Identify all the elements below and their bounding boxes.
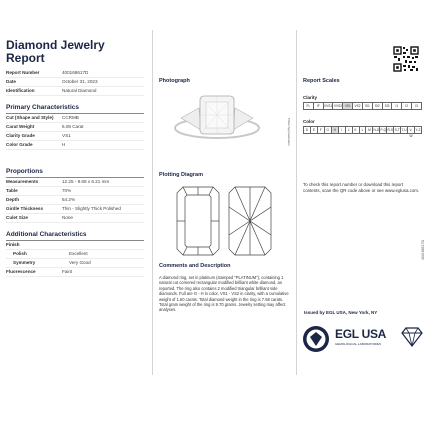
clarity-scale [303, 102, 421, 110]
scale-grade-cell: R-S [387, 128, 393, 132]
scales-title: Report Scales [303, 78, 340, 84]
report-details-column [6, 30, 144, 375]
scale-grade-cell: I [338, 126, 346, 134]
detail-row [6, 87, 144, 96]
detail-value: VS1 [62, 133, 71, 138]
clarity-label: Clarity [303, 95, 318, 100]
report-header-rows [6, 69, 144, 96]
scale-grade-cell: N-O [373, 128, 380, 132]
detail-key: Girdle Thickness [6, 206, 44, 211]
egl-seal-icon [302, 325, 330, 353]
vertical-report-id: 400168617D [421, 240, 425, 261]
scale-grade-cell: D [303, 126, 311, 134]
diamond-logo-icon [400, 327, 424, 347]
detail-key: Identification [6, 88, 35, 93]
detail-value: 64.2% [62, 197, 76, 202]
primary-title: Primary Characteristics [6, 104, 144, 114]
detail-key: Measurements [6, 179, 39, 184]
scale-grade-cell: G [324, 126, 332, 134]
detail-row [6, 187, 144, 196]
scale-grade-cell: S-T [394, 128, 400, 132]
detail-row [6, 205, 144, 214]
scale-grade-cell: VVS1 [323, 104, 333, 108]
detail-key: Report Number [6, 70, 40, 75]
scale-grade-cell: VVS2 [333, 104, 342, 108]
detail-value: H [62, 142, 66, 147]
detail-row [6, 123, 144, 132]
detail-row [6, 132, 144, 141]
scale-grade-cell: F [317, 126, 325, 134]
detail-value: None [62, 215, 73, 220]
verify-text: To check this report number or download this report contents, scan the QR code above or see www.eglusa.com. [303, 182, 420, 193]
scale-grade-cell: T-U [401, 128, 407, 132]
title-line-1: Diamond Jewelry [6, 38, 105, 52]
brand-logo: EGL USA [335, 327, 387, 341]
additional-title: Additional Characteristics [6, 231, 144, 241]
detail-key: Fluorescence [6, 269, 36, 274]
scale-grade-cell: E [310, 126, 318, 134]
color-scale [303, 126, 421, 138]
scale-grade-cell: I3 [411, 102, 422, 110]
scale-grade-cell: Y-Z [415, 128, 421, 132]
finish-label: Finish [6, 241, 144, 250]
scale-grade-cell: SI2 [372, 102, 383, 110]
detail-key: Symmetry [13, 260, 36, 265]
primary-rows [6, 114, 144, 150]
scale-grade-cell: SI1 [362, 102, 373, 110]
detail-value: Natural Diamond [62, 88, 97, 93]
scale-grade-cell: L [359, 126, 367, 134]
scale-grade-cell: VS2 [352, 102, 363, 110]
detail-key: Culet Size [6, 215, 28, 220]
scale-grade-cell: I2 [401, 102, 412, 110]
detail-row [6, 141, 144, 150]
detail-row [6, 250, 144, 259]
comments-text: A diamond ring, set in platinum (stamped "PLATINUM"), containing 1 natural cut cornered rectangular modified brilliant white diamond, as reported. The ring also contains 2 modified triangular brilliant side diamonds. Full are G - H in color, VS1 - VS2 in clarity, with a cumulative weight of 1.60 carats. Total diamond weight in the ring is 7.68 carats. Total gram weight of the ring is 9.70 grams. Jewelry setting may affect analyses. [159, 275, 289, 313]
scales-block [303, 78, 421, 138]
detail-row [6, 196, 144, 205]
scale-grade-cell: SI3 [382, 102, 393, 110]
scale-grade-cell: J [345, 126, 353, 134]
detail-value: October 31, 2023 [62, 79, 98, 84]
scale-grade-cell: IF [313, 102, 324, 110]
detail-row [6, 268, 144, 277]
scale-grade-cell: P-Q [380, 128, 387, 132]
detail-value: 70% [62, 188, 72, 193]
qr-code-icon[interactable] [393, 46, 419, 72]
plotting-title: Plotting Diagram [159, 172, 204, 178]
detail-row [6, 214, 144, 223]
scale-grade-cell: K [352, 126, 360, 134]
detail-value: Very Good [69, 260, 91, 265]
scale-grade-cell: FL [303, 102, 314, 110]
ring-photo [167, 88, 267, 146]
detail-key: Cut (Shape and Style) [6, 115, 54, 120]
detail-row [6, 114, 144, 123]
detail-value: Faint [62, 269, 73, 274]
plotting-diagram [175, 183, 275, 259]
detail-row [6, 178, 144, 187]
title-line-2: Report [6, 51, 45, 65]
detail-row [6, 259, 144, 268]
proportions-rows [6, 178, 144, 223]
color-label: Color [303, 119, 315, 124]
detail-key: Clarity Grade [6, 133, 35, 138]
scale-grade-cell: V-W [407, 126, 415, 134]
scale-grade-cell: I1 [391, 102, 402, 110]
detail-value: Excellent [69, 251, 88, 256]
detail-key: Depth [6, 197, 20, 202]
detail-value: 6.08 Carat [62, 124, 84, 129]
issued-text: Issued by EGL USA, New York, NY [304, 310, 378, 315]
brand-tagline: GEMOLOGICAL LABORATORIES [335, 342, 381, 346]
report-title [6, 39, 144, 65]
additional-rows [6, 250, 144, 277]
scale-grade-cell: VS1 [342, 102, 353, 110]
detail-value: 400168617D [62, 70, 89, 75]
detail-value: 12.25 - 9.68 x 6.21 mm [62, 179, 110, 184]
detail-row [6, 78, 144, 87]
detail-key: Polish [13, 251, 27, 256]
detail-row [6, 69, 144, 78]
detail-key: Color Grade [6, 142, 33, 147]
detail-key: Table [6, 188, 18, 193]
report-page [0, 30, 430, 375]
footer [152, 300, 428, 375]
detail-key: Carat Weight [6, 124, 35, 129]
proportions-title: Proportions [6, 168, 144, 178]
detail-value: CCRMB [62, 115, 79, 120]
detail-key: Date [6, 79, 16, 84]
scale-grade-cell: M [365, 126, 373, 134]
detail-value: Thin - Slightly Thick Polished [62, 206, 121, 211]
photograph-title: Photograph [159, 78, 190, 84]
comments-title: Comments and Description [159, 263, 231, 269]
photo-caption: Photo Approximation [287, 118, 291, 146]
scale-grade-cell: H [331, 126, 339, 134]
